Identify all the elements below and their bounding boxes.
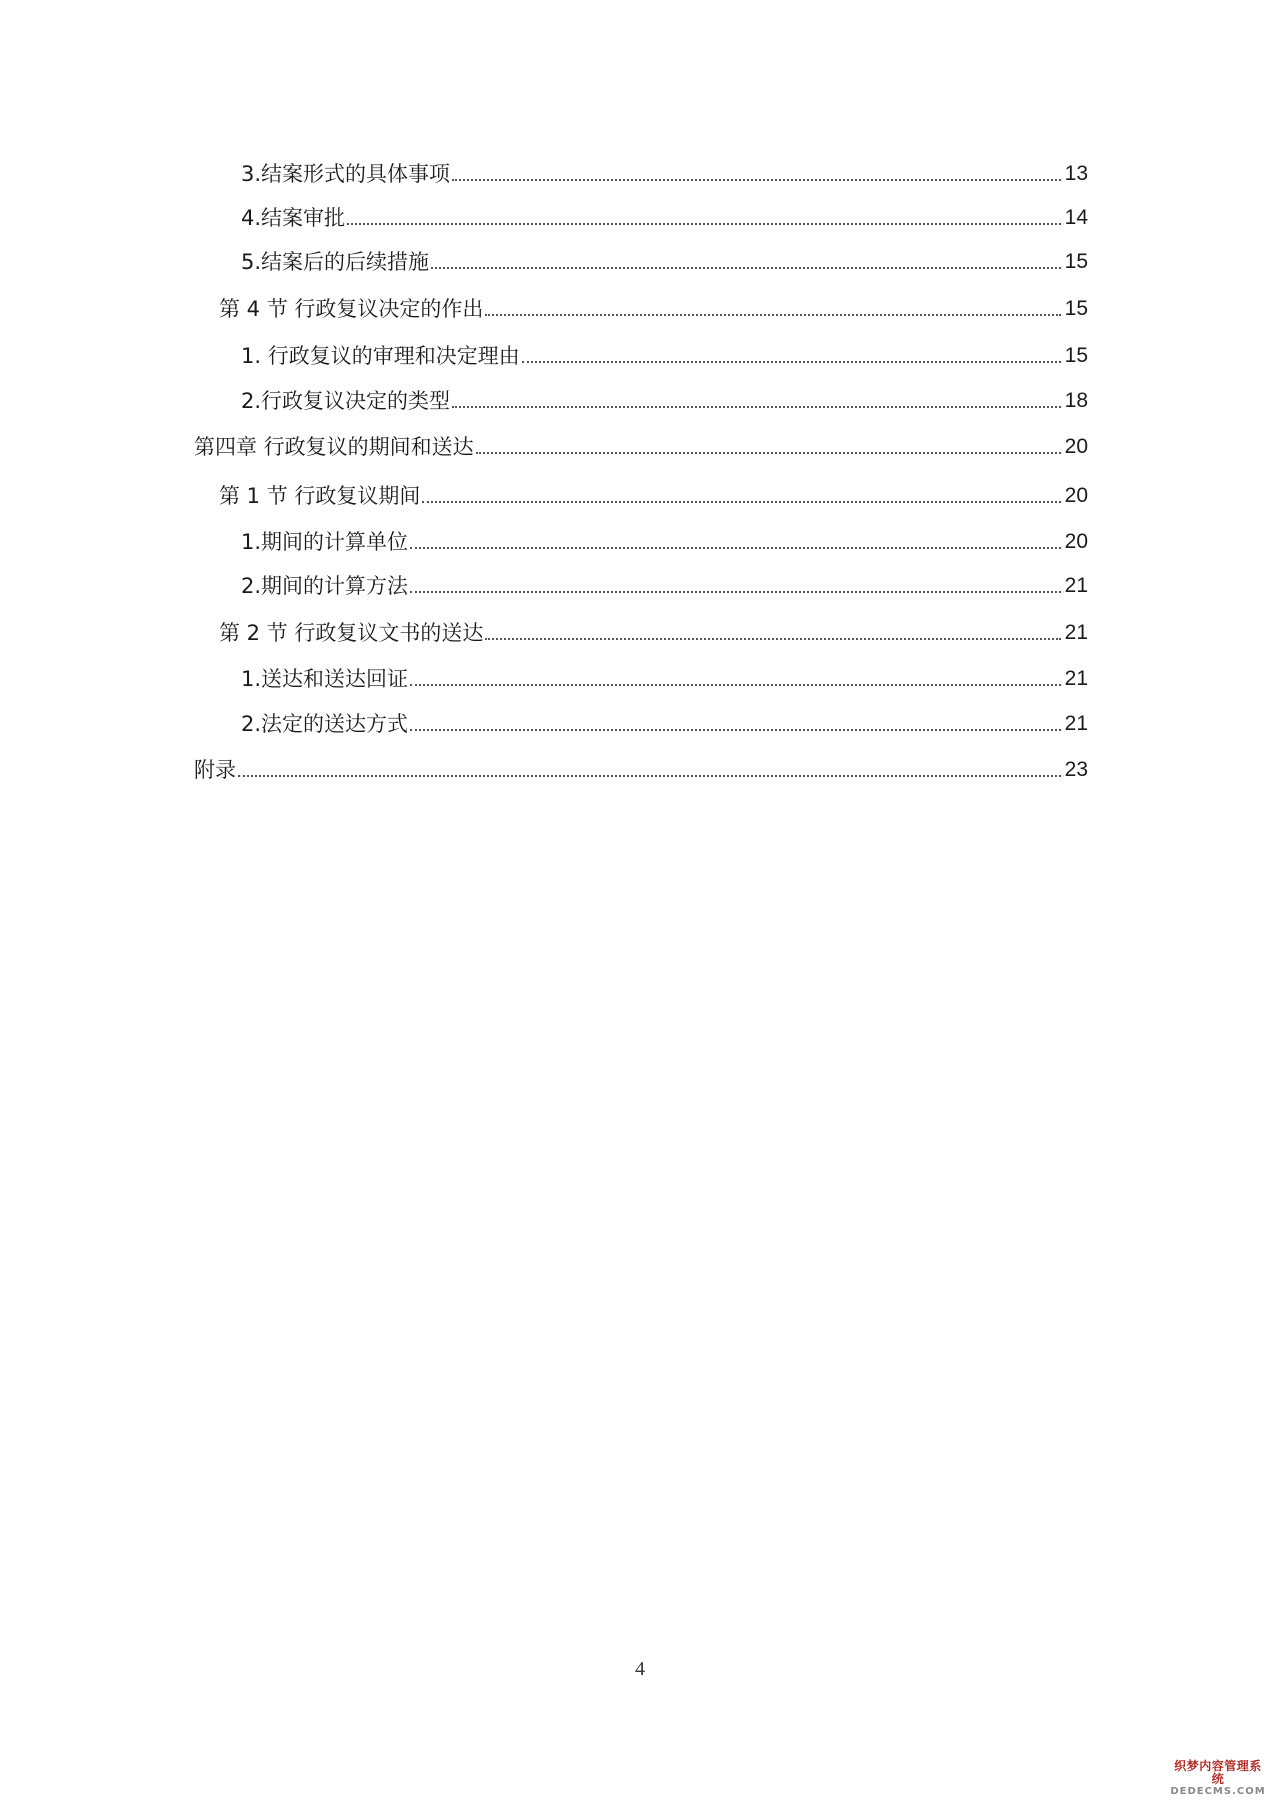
toc-entry-page: 18 xyxy=(1064,389,1088,412)
toc-entry-page: 15 xyxy=(1064,297,1088,320)
toc-entry-title: 2.期间的计算方法 xyxy=(241,574,409,598)
toc-entry[interactable] xyxy=(219,291,1088,323)
toc-entry-page: 20 xyxy=(1064,530,1088,553)
toc-entry-title: 1.送达和送达回证 xyxy=(241,667,409,691)
toc-dot-leader xyxy=(485,314,1060,316)
toc-entry-title: 4.结案审批 xyxy=(241,206,346,230)
watermark-logo xyxy=(1170,1760,1266,1797)
toc-dot-leader xyxy=(522,361,1061,363)
toc-dot-leader xyxy=(410,684,1061,686)
page-number: 4 xyxy=(635,1658,645,1680)
toc-dot-leader xyxy=(431,267,1061,269)
toc-entry[interactable] xyxy=(241,244,1088,276)
toc-entry-page: 23 xyxy=(1064,758,1088,781)
toc-entry-title: 5.结案后的后续措施 xyxy=(241,250,430,274)
toc-entry-page: 14 xyxy=(1064,206,1088,229)
toc-dot-leader xyxy=(347,223,1061,225)
toc-entry-page: 20 xyxy=(1064,435,1088,458)
toc-entry[interactable] xyxy=(241,383,1088,415)
toc-entry-page: 21 xyxy=(1064,712,1088,735)
watermark-title: 织梦内容管理系统 xyxy=(1174,1758,1262,1786)
toc-dot-leader xyxy=(410,591,1061,593)
toc-entry-title: 第 1 节 行政复议期间 xyxy=(219,484,421,508)
toc-entry-title: 附录 xyxy=(194,758,236,782)
toc-dot-leader xyxy=(238,775,1061,777)
toc-entry-title: 第 2 节 行政复议文书的送达 xyxy=(219,621,484,645)
toc-entry-page: 21 xyxy=(1064,574,1088,597)
toc-entry[interactable] xyxy=(241,524,1088,556)
toc-entry[interactable] xyxy=(241,200,1088,232)
toc-entry-page: 21 xyxy=(1064,621,1088,644)
toc-entry[interactable] xyxy=(241,156,1088,188)
toc-dot-leader xyxy=(422,501,1060,503)
toc-entry[interactable] xyxy=(194,752,1088,784)
toc-dot-leader xyxy=(476,452,1061,454)
toc-dot-leader xyxy=(452,179,1061,181)
watermark-domain: DEDECMS.COM xyxy=(1170,1786,1266,1797)
toc-entry[interactable] xyxy=(241,568,1088,600)
toc-entry-page: 20 xyxy=(1064,484,1088,507)
toc-entry-title: 1.期间的计算单位 xyxy=(241,530,409,554)
toc-entry[interactable] xyxy=(219,478,1088,510)
toc-entry-page: 13 xyxy=(1064,162,1088,185)
toc-entry-title: 1. 行政复议的审理和决定理由 xyxy=(241,344,520,368)
toc-entry[interactable] xyxy=(219,615,1088,647)
toc-entry[interactable] xyxy=(241,338,1088,370)
table-of-contents xyxy=(0,0,1280,800)
toc-entry[interactable] xyxy=(194,429,1088,461)
toc-entry-title: 3.结案形式的具体事项 xyxy=(241,162,451,186)
toc-entry-page: 15 xyxy=(1064,344,1088,367)
toc-entry-title: 2.法定的送达方式 xyxy=(241,712,409,736)
toc-dot-leader xyxy=(452,406,1061,408)
toc-entry-title: 2.行政复议决定的类型 xyxy=(241,389,451,413)
toc-entry-page: 21 xyxy=(1064,667,1088,690)
toc-entry[interactable] xyxy=(241,661,1088,693)
toc-entry-title: 第四章 行政复议的期间和送达 xyxy=(194,435,474,459)
toc-dot-leader xyxy=(485,638,1060,640)
toc-entry[interactable] xyxy=(241,706,1088,738)
toc-entry-page: 15 xyxy=(1064,250,1088,273)
toc-entry-title: 第 4 节 行政复议决定的作出 xyxy=(219,297,484,321)
toc-dot-leader xyxy=(410,547,1061,549)
toc-dot-leader xyxy=(410,729,1061,731)
